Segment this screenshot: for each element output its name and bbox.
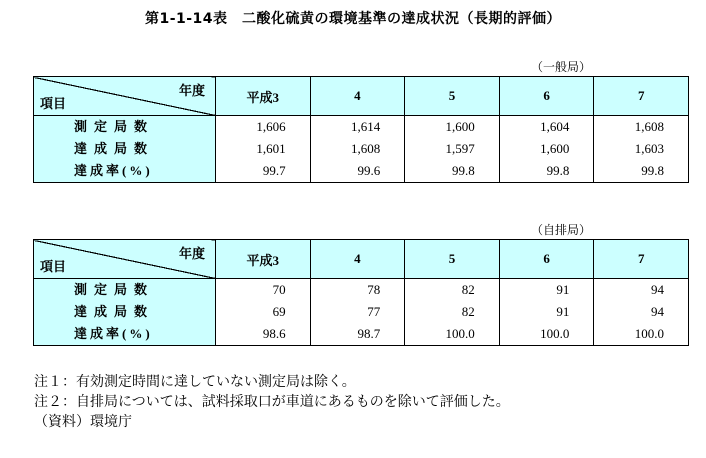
- value-cell: 99.8: [546, 163, 570, 178]
- year-header: 5: [405, 240, 500, 279]
- value-cell: 99.8: [641, 163, 664, 178]
- value-cell: 1,600: [540, 141, 570, 156]
- year-column: [594, 279, 689, 346]
- corner-cell: [34, 77, 216, 116]
- year-column: [310, 279, 405, 346]
- value-cell: 1,603: [634, 141, 664, 156]
- value-cell: 1,600: [445, 119, 475, 134]
- value-cell: 82: [461, 304, 475, 319]
- value-cell: 99.6: [357, 163, 381, 178]
- value-cell: 91: [556, 282, 570, 297]
- value-cell: 94: [651, 282, 664, 297]
- year-column: [405, 116, 500, 183]
- year-header: 4: [310, 240, 405, 279]
- corner-item-label: 項目: [40, 259, 67, 274]
- year-column: [310, 116, 405, 183]
- value-cell: 1,604: [540, 119, 570, 134]
- value-cell: 1,614: [350, 119, 381, 134]
- year-header: 7: [594, 240, 689, 279]
- footnote: 注１：有効測定時間に達していない測定局は除く。: [34, 374, 356, 390]
- row-label: 測定局数: [74, 119, 155, 134]
- roadside-station-table: [33, 239, 689, 346]
- row-label: 測定局数: [74, 282, 155, 297]
- value-cell: 100.0: [634, 326, 664, 341]
- year-column: [216, 116, 311, 183]
- value-cell: 1,608: [350, 141, 381, 156]
- footnotes: [34, 372, 510, 432]
- year-header: 7: [594, 77, 689, 116]
- value-cell: 1,597: [445, 141, 475, 156]
- year-column: [594, 116, 689, 183]
- year-column: [499, 116, 594, 183]
- unit-label-roadside: （自排局）: [531, 223, 592, 237]
- year-header: 6: [499, 240, 594, 279]
- year-column: [499, 279, 594, 346]
- year-column: [216, 279, 311, 346]
- value-cell: 77: [367, 304, 381, 319]
- year-header: 4: [310, 77, 405, 116]
- value-cell: 1,606: [256, 119, 286, 134]
- year-column: [405, 279, 500, 346]
- unit-label-general: （一般局）: [531, 60, 592, 74]
- corner-year-label: 年度: [178, 83, 205, 98]
- value-cell: 1,601: [256, 141, 286, 156]
- general-station-table: [33, 76, 689, 183]
- value-cell: 99.8: [452, 163, 475, 178]
- footnote: 注２：自排局については、試料採取口が車道にあるものを除いて評価した。: [34, 394, 510, 410]
- value-cell: 91: [556, 304, 570, 319]
- source-note: （資料）環境庁: [34, 414, 132, 430]
- year-header: 平成3: [216, 77, 311, 116]
- value-cell: 100.0: [540, 326, 570, 341]
- row-labels: [34, 279, 216, 346]
- year-header: 6: [499, 77, 594, 116]
- header-row: [34, 77, 689, 116]
- row-labels: [34, 116, 216, 183]
- corner-item-label: 項目: [40, 96, 67, 111]
- value-cell: 94: [651, 304, 664, 319]
- value-cell: 82: [461, 282, 475, 297]
- data-row: [34, 279, 689, 346]
- row-label: 達成率(%): [74, 326, 153, 341]
- value-cell: 69: [272, 304, 286, 319]
- year-header: 平成3: [216, 240, 311, 279]
- table-title: 第1-1-14表 二酸化硫黄の環境基準の達成状況（長期的評価）: [144, 11, 562, 27]
- value-cell: 98.7: [357, 326, 381, 341]
- value-cell: 70: [272, 282, 286, 297]
- header-row: [34, 240, 689, 279]
- value-cell: 78: [367, 282, 381, 297]
- value-cell: 100.0: [445, 326, 475, 341]
- corner-cell: [34, 240, 216, 279]
- row-label: 達成率(%): [74, 163, 153, 178]
- data-row: [34, 116, 689, 183]
- value-cell: 99.7: [262, 163, 286, 178]
- year-header: 5: [405, 77, 500, 116]
- value-cell: 1,608: [634, 119, 664, 134]
- value-cell: 98.6: [262, 326, 286, 341]
- corner-year-label: 年度: [178, 246, 205, 261]
- row-label: 達成局数: [74, 141, 155, 156]
- row-label: 達成局数: [74, 304, 155, 319]
